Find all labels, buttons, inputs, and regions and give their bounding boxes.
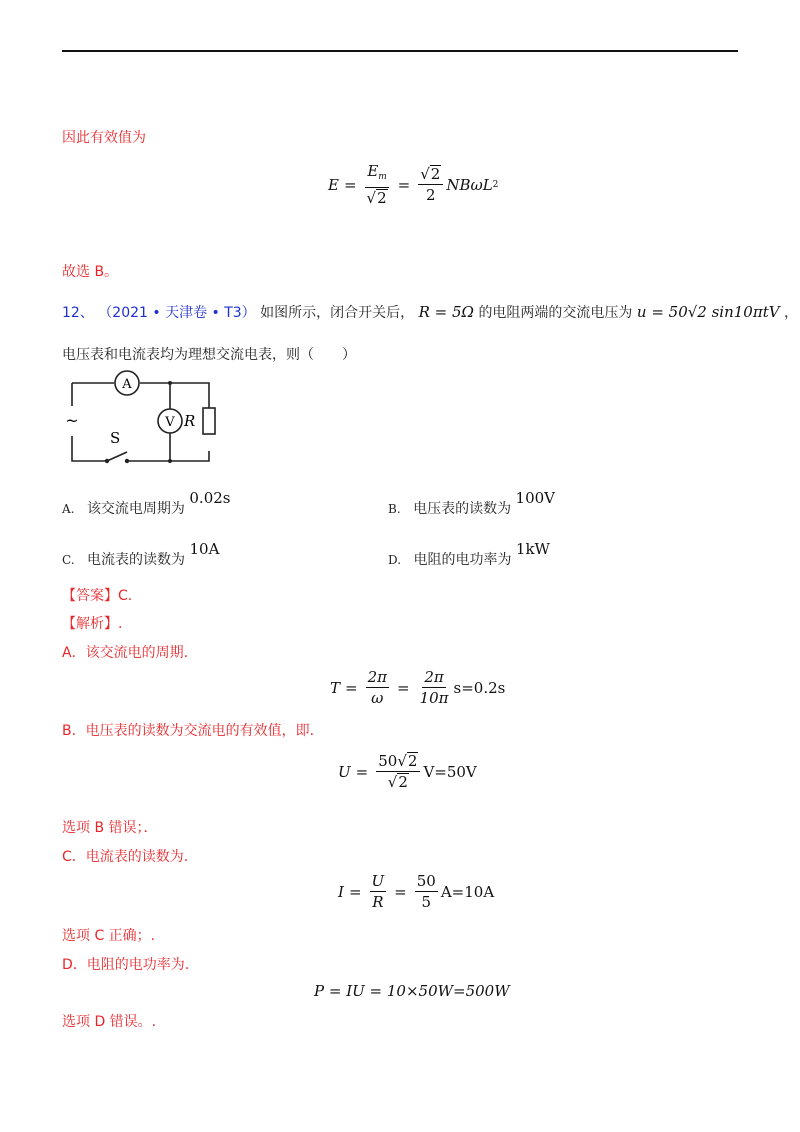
- ammeter-label: A: [122, 377, 132, 392]
- formula-current: I = $\frac{U}{R}$ = $\frac{50}{5}$ A=10A: [338, 872, 495, 911]
- question-text-1: 如图所示，闭合开关后，: [260, 305, 415, 321]
- question-number: 12、: [62, 305, 94, 321]
- answer: 【答案】C.: [62, 588, 133, 604]
- formula-power: P = IU = 10×50W=500W: [314, 982, 510, 1000]
- intro-text: 因此有效值为: [62, 130, 146, 146]
- analysis-d: D．电阻的电功率为.: [62, 957, 190, 973]
- question-line-2: 电压表和电流表均为理想交流电表，则（ ）: [62, 347, 356, 363]
- c-right: 选项 C 正确；.: [62, 928, 156, 944]
- ac-source-icon: ~: [65, 411, 79, 430]
- option-c[interactable]: C. 电流表的读数为 10A: [62, 540, 220, 568]
- option-b[interactable]: B. 电压表的读数为 100V: [388, 489, 556, 517]
- question-source: （2021 • 天津卷 • T3）: [98, 305, 256, 321]
- resistor-label: R: [184, 412, 196, 430]
- choose-b: 故选 B。: [62, 264, 119, 280]
- analysis-c: C．电流表的读数为.: [62, 849, 189, 865]
- header-rule: [62, 50, 738, 52]
- formula-period: T = $\frac{2\pi}{\omega}$ = $\frac{2\pi}{10\pi}$ s=0.2s: [330, 668, 506, 707]
- option-a[interactable]: A. 该交流电周期为 0.02s: [62, 489, 231, 517]
- analysis-heading: 【解析】.: [62, 616, 123, 632]
- formula-voltage: U = 50 √ 2 √ 2 V=50V: [338, 752, 477, 791]
- analysis-a: A．该交流电的周期.: [62, 645, 189, 661]
- circuit-diagram: [62, 368, 222, 468]
- question-text-2: 的电阻两端的交流电压为: [478, 305, 633, 321]
- question-line-1: 12、 （2021 • 天津卷 • T3） 如图所示，闭合开关后， R = 5Ω 的电阻两端的交流电压为 u = 50√2 sin10πtV ，: [62, 303, 799, 321]
- option-d[interactable]: D. 电阻的电功率为 1kW: [388, 540, 550, 568]
- switch-label: S: [110, 429, 121, 447]
- analysis-b: B．电压表的读数为交流电的有效值，即.: [62, 723, 315, 739]
- voltage-expr: u = 50√2 sin10πtV: [636, 303, 780, 321]
- d-wrong: 选项 D 错误。.: [62, 1014, 157, 1030]
- formula-effective-value: E = $E_m$ √ 2 = √ 2 2 NBωL 2: [328, 162, 499, 207]
- b-wrong: 选项 B 错误；．: [62, 820, 158, 836]
- resistance-expr: R = 5Ω: [418, 303, 474, 321]
- voltmeter-label: V: [165, 415, 175, 430]
